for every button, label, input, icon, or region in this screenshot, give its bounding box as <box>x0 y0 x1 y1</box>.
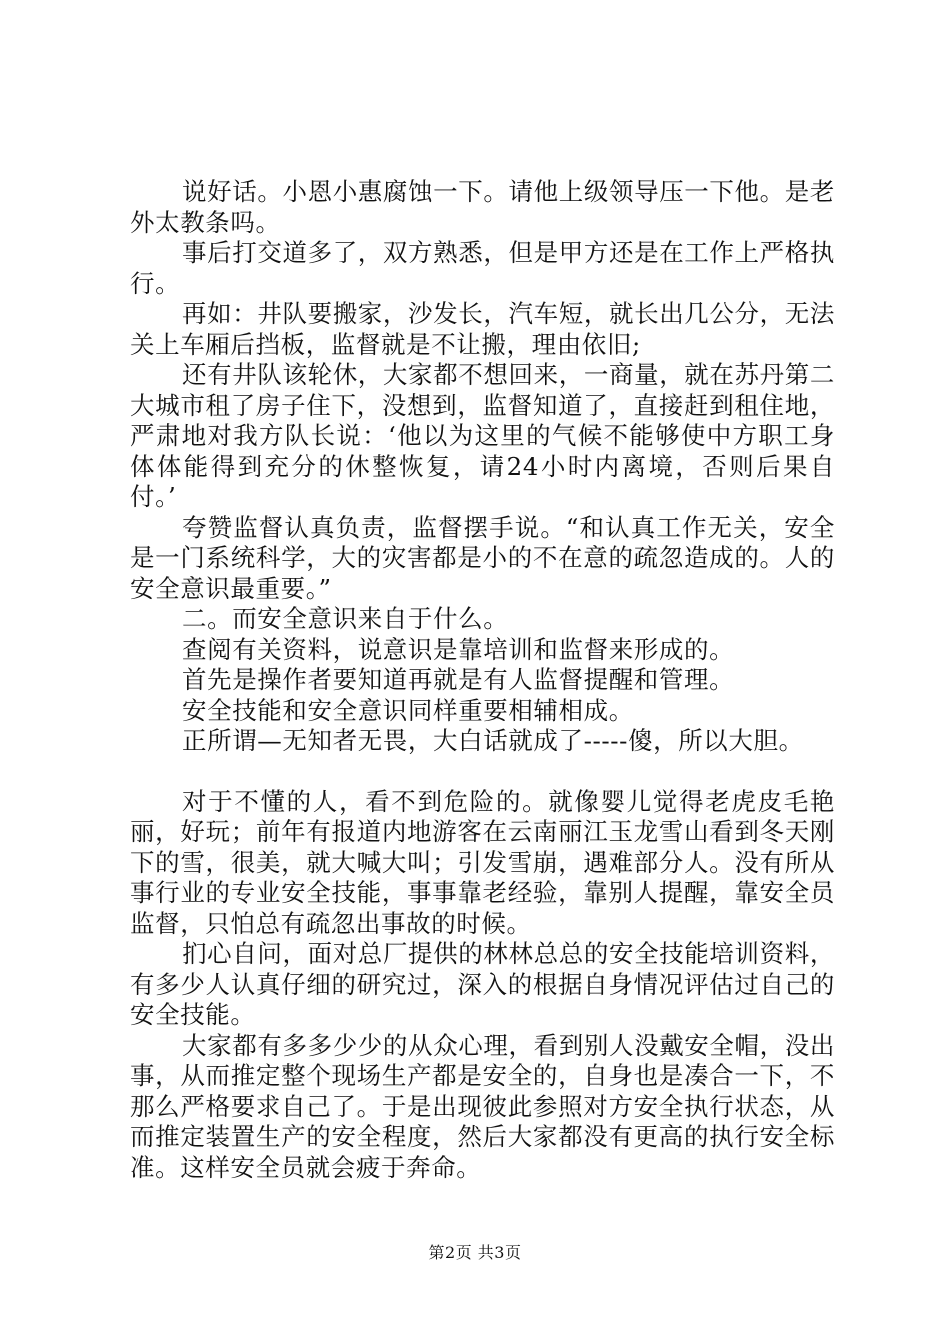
page-number: 第2页 共3页 <box>428 1243 522 1262</box>
paragraph: 还有井队该轮休，大家都不想回来，一商量，就在苏丹第二大城市租了房子住下，没想到，监督知道了，直接赶到租住地，严肃地对我方队长说：‘他以为这里的气候不能够使中方职工身体体能得到充分的休整恢复，请24小时内离境，否则后果自付。’ <box>130 360 835 511</box>
paragraph: 安全技能和安全意识同样重要相辅相成。 <box>182 695 634 725</box>
paragraph: 事后打交道多了，双方熟悉，但是甲方还是在工作上严格执行。 <box>130 238 835 298</box>
paragraph: 对于不懂的人，看不到危险的。就像婴儿觉得老虎皮毛艳丽，好玩；前年有报道内地游客在云南丽江玉龙雪山看到冬天刚下的雪，很美，就大喊大叫；引发雪崩，遇难部分人。没有所从事行业的专业安全技能，事事靠老经验，靠别人提醒，靠安全员监督，只怕总有疏忽出事故的时候。 <box>130 786 835 938</box>
paragraph: 大家都有多多少少的从众心理，看到别人没戴安全帽，没出事，从而推定整个现场生产都是安全的，自身也是凑合一下，不那么严格要求自己了。于是出现彼此参照对方安全执行状态，从而推定装置生产的安全程度，然后大家都没有更高的执行安全标准。这样安全员就会疲于奔命。 <box>130 1030 835 1182</box>
paragraph: 查阅有关资料，说意识是靠培训和监督来形成的。 <box>182 634 735 664</box>
paragraph-gap <box>130 757 835 787</box>
paragraph: 夸赞监督认真负责，监督摆手说。“和认真工作无关，安全是一门系统科学，大的灾害都是小的不在意的疏忽造成的。人的安全意识最重要。” <box>130 512 835 603</box>
paragraph: 再如：井队要搬家，沙发长，汽车短，就长出几公分，无法关上车厢后挡板，监督就是不让搬，理由依旧; <box>130 299 835 359</box>
paragraph: 二。而安全意识来自于什么。 <box>182 604 509 633</box>
document-body <box>130 177 835 1183</box>
paragraph: 说好话。小恩小惠腐蚀一下。请他上级领导压一下他。是老外太教条吗。 <box>130 177 835 237</box>
paragraph: 扪心自问，面对总厂提供的林林总总的安全技能培训资料，有多少人认真仔细的研究过，深入的根据自身情况评估过自己的安全技能。 <box>130 939 835 1029</box>
paragraph: 首先是操作者要知道再就是有人监督提醒和管理。 <box>182 665 735 694</box>
page-footer <box>0 1243 950 1263</box>
paragraph: 正所谓—无知者无畏，大白话就成了-----傻，所以大胆。 <box>182 726 804 755</box>
